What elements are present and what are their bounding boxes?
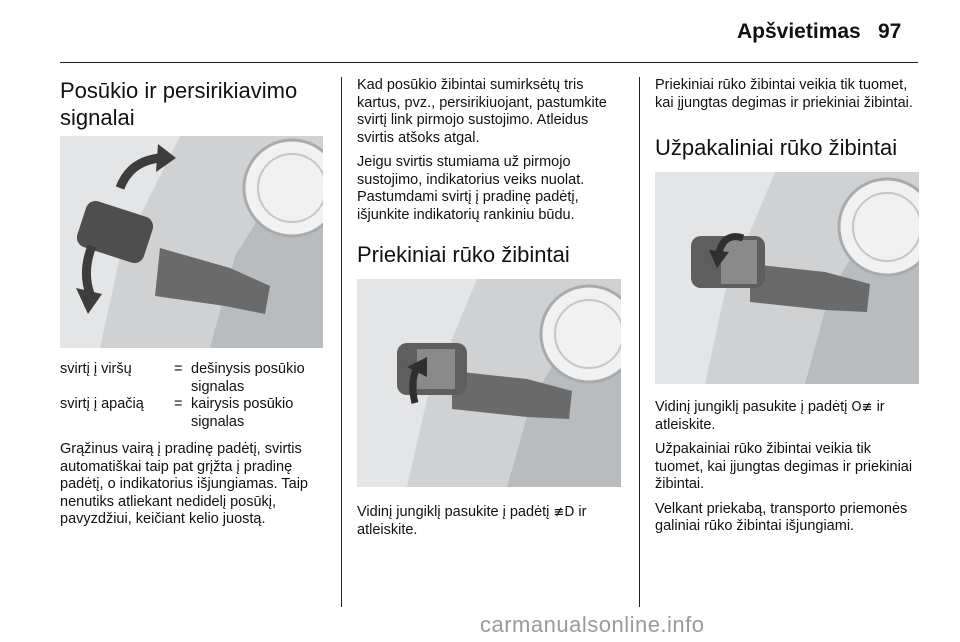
column-1 [60,77,328,529]
watermark: carmanualsonline.info [480,612,705,637]
page-header [0,20,960,60]
turn-signal-lever-drawing [60,136,323,348]
lane-change-paragraph: Kad posūkio žibintai sumirksėtų tris kartus, pvz., persirikiuojant, pastumkite svirtį link pirmojo sustojimo. Atleidus svirtis atšoks atgal. [357,77,607,146]
front-fog-light-icon: ≢D [553,505,575,520]
definition-description: dešinysis posūkio signalas [191,361,305,395]
rear-fog-caption [655,399,923,434]
rear-fog-condition-paragraph: Užpakainiai rūko žibintai veikia tik tuomet, kai įjungtas degimas ir priekiniai žibintai. [655,441,913,492]
column-2 [357,77,623,539]
front-fog-switch-drawing [357,279,621,487]
definition-term: svirtį į apačią [60,396,144,412]
definition-equals: = [174,396,183,412]
caption-text: ir atleiskite. [655,399,885,433]
rear-fog-light-icon: O≢ [851,400,873,415]
column-divider-1 [341,77,342,607]
rear-fog-switch-drawing [655,172,919,384]
definition-row [60,396,328,431]
header-rule [60,62,918,63]
front-fog-switch-illustration [357,279,621,487]
column-3 [655,77,923,536]
definition-term: svirtį į viršų [60,361,132,377]
turn-signal-lever-illustration [60,136,323,348]
page-number: 97 [878,20,902,43]
caption-text: ir atleiskite. [357,504,587,538]
continuous-signal-paragraph: Jeigu svirtis stumiama už pirmojo sustojimo, indikatorius veiks nuolat. Pastumdami svirtį į pradinę padėtį, išjunkite indikatorių rankiniu būdu. [357,154,585,223]
caption-text: Vidinį jungiklį pasukite į padėtį [357,504,550,520]
page-title: Apšvietimas [737,20,861,43]
definition-description: kairysis posūkio signalas [191,396,294,430]
lever-definition-table [60,361,328,431]
trailer-paragraph: Velkant priekabą, transporto priemonės galiniai rūko žibintai išjungiami. [655,500,908,534]
section-heading-front-fog: Priekiniai rūko žibintai [357,242,570,267]
front-fog-condition-paragraph: Priekiniai rūko žibintai veikia tik tuomet, kai įjungtas degimas ir priekiniai žibintai. [655,77,913,111]
auto-return-paragraph: Grąžinus vairą į pradinę padėtį, svirtis automatiškai taip pat grįžta į pradinę padėtį, o indikatorius išjungiamas. Taip nenutiks atliekant nedidelį posūkį, pavyzdžiui, keičiant kelio juostą. [60,441,308,527]
column-divider-2 [639,77,640,607]
section-heading-turn-signals: Posūkio ir persirikiavimo signalai [60,78,298,130]
rear-fog-switch-illustration [655,172,919,384]
front-fog-caption [357,504,623,539]
definition-row [60,361,328,396]
caption-text: Vidinį jungiklį pasukite į padėtį [655,399,848,415]
section-heading-rear-fog: Užpakaliniai rūko žibintai [655,135,898,160]
definition-equals: = [174,361,183,377]
